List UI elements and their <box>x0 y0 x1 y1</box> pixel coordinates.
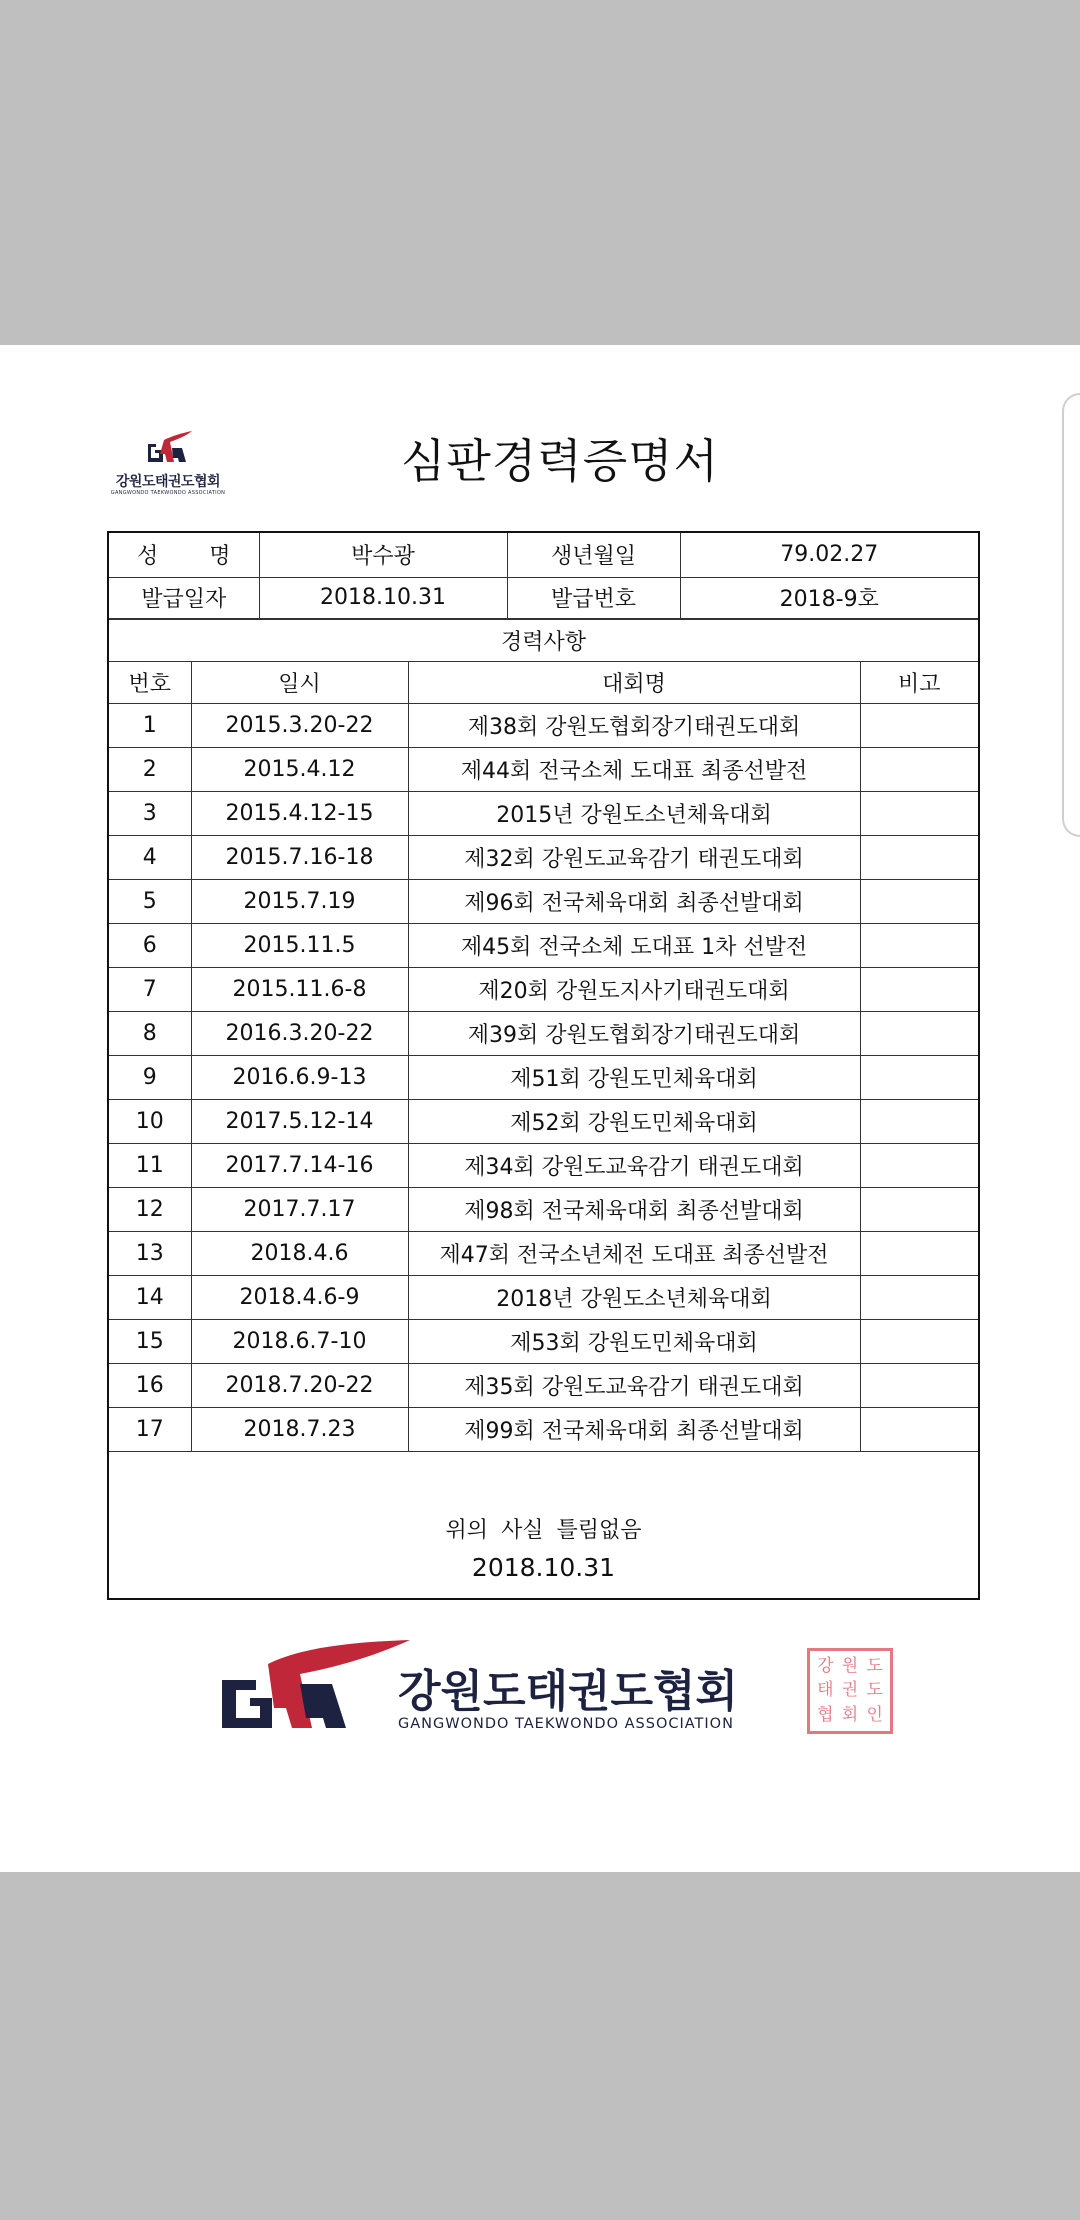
row-event: 제38회 강원도협회장기태권도대회 <box>408 703 860 747</box>
row-remarks <box>860 1319 978 1363</box>
row-event: 제96회 전국체육대회 최종선발대회 <box>408 879 860 923</box>
row-number: 17 <box>109 1407 191 1451</box>
row-date: 2018.7.20-22 <box>191 1363 408 1407</box>
logo-name-english: GANGWONDO TAEKWONDO ASSOCIATION <box>110 490 226 496</box>
row-number: 14 <box>109 1275 191 1319</box>
association-logo-large <box>220 1640 900 1740</box>
row-remarks <box>860 1231 978 1275</box>
career-table <box>109 619 978 1452</box>
career-row <box>109 1275 978 1319</box>
seal-glyph: 인 <box>866 1705 883 1726</box>
career-row <box>109 1143 978 1187</box>
issue-no-label: 발급번호 <box>507 577 680 618</box>
document-title: 심판경력증명서 <box>400 434 720 488</box>
seal-glyph: 도 <box>866 1655 883 1676</box>
column-header-event: 대회명 <box>408 661 860 703</box>
row-event: 제45회 전국소체 도대표 1차 선발전 <box>408 923 860 967</box>
career-row <box>109 1055 978 1099</box>
edge-panel-handle[interactable] <box>1062 393 1080 837</box>
row-remarks <box>860 791 978 835</box>
logo-big-name-english: GANGWONDO TAEKWONDO ASSOCIATION <box>398 1716 734 1732</box>
birth-value: 79.02.27 <box>680 533 978 577</box>
row-date: 2015.3.20-22 <box>191 703 408 747</box>
career-row <box>109 791 978 835</box>
personal-info-table <box>109 533 978 619</box>
row-remarks <box>860 1363 978 1407</box>
seal-glyph: 회 <box>841 1705 859 1726</box>
career-section-title: 경력사항 <box>109 619 978 661</box>
seal-glyph: 도 <box>866 1680 883 1701</box>
row-number: 16 <box>109 1363 191 1407</box>
gta-emblem-large-icon <box>220 1640 800 1740</box>
row-number: 2 <box>109 747 191 791</box>
name-label: 성 명 <box>109 533 259 577</box>
row-remarks <box>860 703 978 747</box>
column-header-date: 일시 <box>191 661 408 703</box>
row-event: 제51회 강원도민체육대회 <box>408 1055 860 1099</box>
row-remarks <box>860 747 978 791</box>
career-row <box>109 1319 978 1363</box>
row-number: 13 <box>109 1231 191 1275</box>
row-date: 2015.7.19 <box>191 879 408 923</box>
row-date: 2018.7.23 <box>191 1407 408 1451</box>
career-row <box>109 835 978 879</box>
row-number: 6 <box>109 923 191 967</box>
row-date: 2015.11.6-8 <box>191 967 408 1011</box>
career-row <box>109 967 978 1011</box>
career-row <box>109 1187 978 1231</box>
row-remarks <box>860 879 978 923</box>
row-event: 제34회 강원도교육감기 태권도대회 <box>408 1143 860 1187</box>
row-event: 제47회 전국소년체전 도대표 최종선발전 <box>408 1231 860 1275</box>
seal-glyph: 협 <box>817 1705 834 1726</box>
career-row <box>109 879 978 923</box>
career-row <box>109 923 978 967</box>
row-number: 3 <box>109 791 191 835</box>
seal-glyph: 권 <box>841 1680 859 1701</box>
career-row <box>109 747 978 791</box>
issue-date-label: 발급일자 <box>109 577 259 618</box>
row-event: 제20회 강원도지사기태권도대회 <box>408 967 860 1011</box>
issue-no-value: 2018-9호 <box>680 577 978 618</box>
row-number: 5 <box>109 879 191 923</box>
row-date: 2016.6.9-13 <box>191 1055 408 1099</box>
row-event: 제32회 강원도교육감기 태권도대회 <box>408 835 860 879</box>
career-rows <box>109 703 978 1451</box>
row-date: 2015.7.16-18 <box>191 835 408 879</box>
career-row <box>109 1011 978 1055</box>
row-date: 2017.5.12-14 <box>191 1099 408 1143</box>
row-event: 제39회 강원도협회장기태권도대회 <box>408 1011 860 1055</box>
row-remarks <box>860 1275 978 1319</box>
row-date: 2015.4.12-15 <box>191 791 408 835</box>
row-number: 8 <box>109 1011 191 1055</box>
row-number: 7 <box>109 967 191 1011</box>
career-row <box>109 1231 978 1275</box>
row-remarks <box>860 967 978 1011</box>
row-date: 2017.7.17 <box>191 1187 408 1231</box>
row-number: 15 <box>109 1319 191 1363</box>
row-number: 4 <box>109 835 191 879</box>
row-date: 2018.6.7-10 <box>191 1319 408 1363</box>
gta-emblem-icon <box>134 430 198 470</box>
row-remarks <box>860 1407 978 1451</box>
row-date: 2015.4.12 <box>191 747 408 791</box>
career-row <box>109 703 978 747</box>
career-row <box>109 1407 978 1451</box>
row-number: 9 <box>109 1055 191 1099</box>
career-row <box>109 1363 978 1407</box>
row-event: 2015년 강원도소년체육대회 <box>408 791 860 835</box>
confirmation-text: 위의 사실 틀림없음 <box>445 1518 642 1543</box>
career-column-headers <box>109 661 978 703</box>
column-header-remarks: 비고 <box>860 661 978 703</box>
row-remarks <box>860 1011 978 1055</box>
column-header-number: 번호 <box>109 661 191 703</box>
official-seal-stamp <box>807 1648 893 1734</box>
association-logo-small <box>106 430 226 500</box>
row-date: 2018.4.6-9 <box>191 1275 408 1319</box>
seal-glyph: 태 <box>817 1680 834 1701</box>
confirmation-block <box>109 1491 978 1599</box>
seal-glyph: 강 <box>817 1655 834 1676</box>
row-event: 제53회 강원도민체육대회 <box>408 1319 860 1363</box>
seal-glyph: 원 <box>841 1655 859 1676</box>
confirmation-date: 2018.10.31 <box>471 1553 616 1582</box>
row-remarks <box>860 1143 978 1187</box>
certificate-table-frame <box>107 531 980 1600</box>
row-event: 2018년 강원도소년체육대회 <box>408 1275 860 1319</box>
row-number: 11 <box>109 1143 191 1187</box>
row-date: 2017.7.14-16 <box>191 1143 408 1187</box>
career-row <box>109 1099 978 1143</box>
row-event: 제98회 전국체육대회 최종선발대회 <box>408 1187 860 1231</box>
logo-big-name-korean: 강원도태권도협회 <box>398 1666 739 1717</box>
row-date: 2016.3.20-22 <box>191 1011 408 1055</box>
row-number: 10 <box>109 1099 191 1143</box>
issue-date-value: 2018.10.31 <box>259 577 507 618</box>
row-number: 12 <box>109 1187 191 1231</box>
row-date: 2015.11.5 <box>191 923 408 967</box>
logo-name-korean: 강원도태권도협회 <box>115 474 221 490</box>
row-date: 2018.4.6 <box>191 1231 408 1275</box>
row-remarks <box>860 1055 978 1099</box>
name-value: 박수광 <box>259 533 507 577</box>
row-event: 제99회 전국체육대회 최종선발대회 <box>408 1407 860 1451</box>
row-event: 제44회 전국소체 도대표 최종선발전 <box>408 747 860 791</box>
row-remarks <box>860 923 978 967</box>
row-event: 제52회 강원도민체육대회 <box>408 1099 860 1143</box>
birth-label: 생년월일 <box>507 533 680 577</box>
row-event: 제35회 강원도교육감기 태권도대회 <box>408 1363 860 1407</box>
row-number: 1 <box>109 703 191 747</box>
row-remarks <box>860 1099 978 1143</box>
row-remarks <box>860 1187 978 1231</box>
row-remarks <box>860 835 978 879</box>
